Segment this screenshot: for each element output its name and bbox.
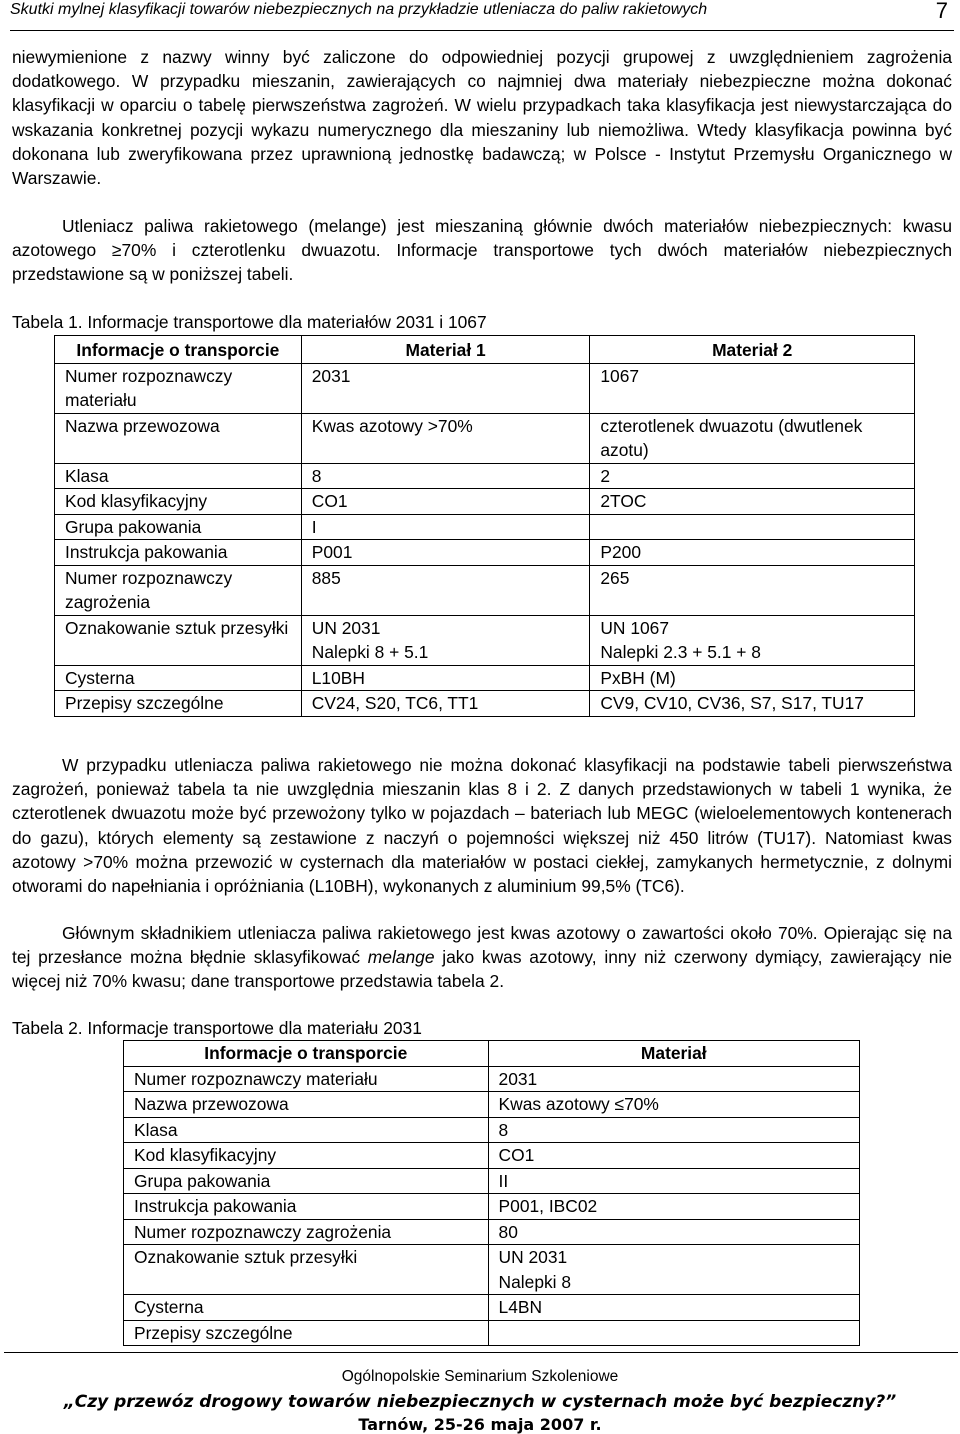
table-cell: 885	[301, 565, 590, 615]
paragraph-misclassification	[12, 921, 952, 994]
table-cell: Przepisy szczególne	[124, 1320, 489, 1346]
paragraph-melange-composition: Utleniacz paliwa rakietowego (melange) jest mieszaniną głównie dwóch materiałów niebezpiecznych: kwasu azotowego ≥70% i czterotlenku dwuazotu. Informacje transportowe tych dwóch materiałów niebezpiecznych przedstawione są w poniższej tabeli.	[12, 216, 952, 285]
table-cell: P001, IBC02	[488, 1194, 859, 1220]
table-cell: I	[301, 514, 590, 540]
table-cell: Klasa	[55, 463, 302, 489]
table-cell: czterotlenek dwuazotu (dwutlenek azotu)	[590, 413, 915, 463]
table-row	[55, 514, 915, 540]
table-row	[124, 1117, 860, 1143]
table-cell: 2	[590, 463, 915, 489]
table-row	[55, 540, 915, 566]
table-cell: 2031	[301, 363, 590, 413]
footer-seminar: Ogólnopolskie Seminarium Szkoleniowe	[341, 1368, 619, 1385]
table-cell: 80	[488, 1219, 859, 1245]
footer-seminar-title: „Czy przewóz drogowy towarów niebezpiecznych w cysternach może być bezpieczny?”	[63, 1392, 897, 1412]
table-row	[124, 1168, 860, 1194]
table-cell: Grupa pakowania	[124, 1168, 489, 1194]
table-cell: Nazwa przewozowa	[55, 413, 302, 463]
table-cell: Numer rozpoznawczy materiału	[124, 1066, 489, 1092]
table-cell: UN 2031 Nalepki 8 + 5.1	[301, 615, 590, 665]
table-cell: Kod klasyfikacyjny	[55, 489, 302, 515]
table-1	[54, 335, 915, 717]
table-header-cell: Informacje o transporcie	[55, 336, 302, 364]
table-cell: CV24, S20, TC6, TT1	[301, 691, 590, 717]
table-row	[55, 413, 915, 463]
table-cell: CV9, CV10, CV36, S7, S17, TU17	[590, 691, 915, 717]
table-cell: UN 1067 Nalepki 2.3 + 5.1 + 8	[590, 615, 915, 665]
table-cell: Nazwa przewozowa	[124, 1092, 489, 1118]
table-cell: CO1	[301, 489, 590, 515]
table2-caption: Tabela 2. Informacje transportowe dla materiału 2031	[12, 1018, 422, 1038]
table-row	[55, 565, 915, 615]
table-cell: L4BN	[488, 1295, 859, 1321]
table-header-row	[124, 1041, 860, 1067]
table-cell: II	[488, 1168, 859, 1194]
table-cell: Kod klasyfikacyjny	[124, 1143, 489, 1169]
table-cell: Oznakowanie sztuk przesyłki	[124, 1245, 489, 1295]
paragraph-text: Głównym składnikiem utleniacza paliwa rakietowego jest kwas azotowy o zawartości około 70%. Opierając się na tej przesłance można błędnie sklasyfikować	[12, 923, 952, 968]
table-cell: 2031	[488, 1066, 859, 1092]
table-cell: CO1	[488, 1143, 859, 1169]
page-number: 7	[935, 0, 948, 23]
table-cell: PxBH (M)	[590, 665, 915, 691]
footer-place-date: Tarnów, 25-26 maja 2007 r.	[358, 1415, 602, 1434]
table-row	[124, 1092, 860, 1118]
table-row	[124, 1295, 860, 1321]
table-row	[124, 1245, 860, 1295]
table-cell: Instrukcja pakowania	[55, 540, 302, 566]
table-cell: 8	[488, 1117, 859, 1143]
table-cell: Numer rozpoznawczy zagrożenia	[55, 565, 302, 615]
table-cell: Klasa	[124, 1117, 489, 1143]
table-cell: 265	[590, 565, 915, 615]
paragraph-classification: niewymienione z nazwy winny być zaliczone do odpowiedniej pozycji grupowej z uwzględnieniem zagrożenia dodatkowego. W przypadku mieszanin, zawierających co najmniej dwa materiały niebezpieczne można dokonać klasyfikacji w oparciu o tabelę pierwszeństwa zagrożeń. W wielu przypadkach taka klasyfikacja jest niewystarczająca do wskazania konkretnej pozycji wykazu numerycznego dla mieszaniny lub niemożliwa. Wtedy klasyfikacja powinna być dokonana lub zweryfikowana przez uprawnioną jednostkę badawczą; w Polsce - Instytut Przemysłu Organicznego w Warszawie.	[12, 47, 952, 189]
table-row	[124, 1066, 860, 1092]
table-header-cell: Materiał 1	[301, 336, 590, 364]
table-cell: L10BH	[301, 665, 590, 691]
table-cell: UN 2031 Nalepki 8	[488, 1245, 859, 1295]
footer-divider	[4, 1352, 958, 1353]
table-row	[55, 363, 915, 413]
table-cell: P200	[590, 540, 915, 566]
table-cell: Kwas azotowy ≤70%	[488, 1092, 859, 1118]
table-cell: Przepisy szczególne	[55, 691, 302, 717]
table-cell: Cysterna	[55, 665, 302, 691]
table-cell: Instrukcja pakowania	[124, 1194, 489, 1220]
table-2	[123, 1040, 860, 1346]
table-header-cell: Materiał 2	[590, 336, 915, 364]
running-title: Skutki mylnej klasyfikacji towarów niebezpiecznych na przykładzie utleniacza do paliw rakietowych	[10, 1, 708, 18]
table-cell: Numer rozpoznawczy materiału	[55, 363, 302, 413]
table-header-cell: Materiał	[488, 1041, 859, 1067]
table-row	[124, 1194, 860, 1220]
table-header-row	[55, 336, 915, 364]
paragraph-analysis: W przypadku utleniacza paliwa rakietowego nie można dokonać klasyfikacji na podstawie tabeli pierwszeństwa zagrożeń, ponieważ tabela ta nie uwzględnia mieszanin klas 8 i 2. Z danych przedstawionych w tabeli 1 wynika, że czterotlenek dwuazotu może być przewożony tylko w pojazdach – bateriach lub MEGC (wieloelementowych kontenerach do gazu), których elementy są zestawione z naczyń o pojemności większej niż 450 litrów (TU17). Natomiast kwas azotowy >70% można przewozić w cysternach dla materiałów w postaci ciekłej, zamykanych hermetycznie, z dolnymi otworami do napełniania i opróżniania (L10BH), wykonanych z aluminium 99,5% (TC6).	[12, 755, 952, 897]
table-row	[124, 1320, 860, 1346]
table-cell: 2TOC	[590, 489, 915, 515]
table-cell: Kwas azotowy >70%	[301, 413, 590, 463]
table-row	[55, 691, 915, 717]
table-row	[55, 615, 915, 665]
table-cell	[488, 1320, 859, 1346]
table-cell: Grupa pakowania	[55, 514, 302, 540]
table-cell: 8	[301, 463, 590, 489]
paragraph-text: jako kwas azotowy, inny niż czerwony dymiący, zawierający nie więcej niż 70% kwasu; dane transportowe przedstawia tabela 2.	[12, 947, 953, 992]
table-cell: Cysterna	[124, 1295, 489, 1321]
page-header	[10, 0, 954, 31]
table-cell: P001	[301, 540, 590, 566]
table-cell: 1067	[590, 363, 915, 413]
table-row	[55, 463, 915, 489]
table-cell: Numer rozpoznawczy zagrożenia	[124, 1219, 489, 1245]
table1-caption: Tabela 1. Informacje transportowe dla materiałów 2031 i 1067	[12, 312, 487, 332]
table-row	[55, 665, 915, 691]
table-row	[124, 1219, 860, 1245]
table-cell: Oznakowanie sztuk przesyłki	[55, 615, 302, 665]
table-cell	[590, 514, 915, 540]
table-header-cell: Informacje o transporcie	[124, 1041, 489, 1067]
table-row	[124, 1143, 860, 1169]
emphasized-term: melange	[367, 947, 435, 968]
table-row	[55, 489, 915, 515]
